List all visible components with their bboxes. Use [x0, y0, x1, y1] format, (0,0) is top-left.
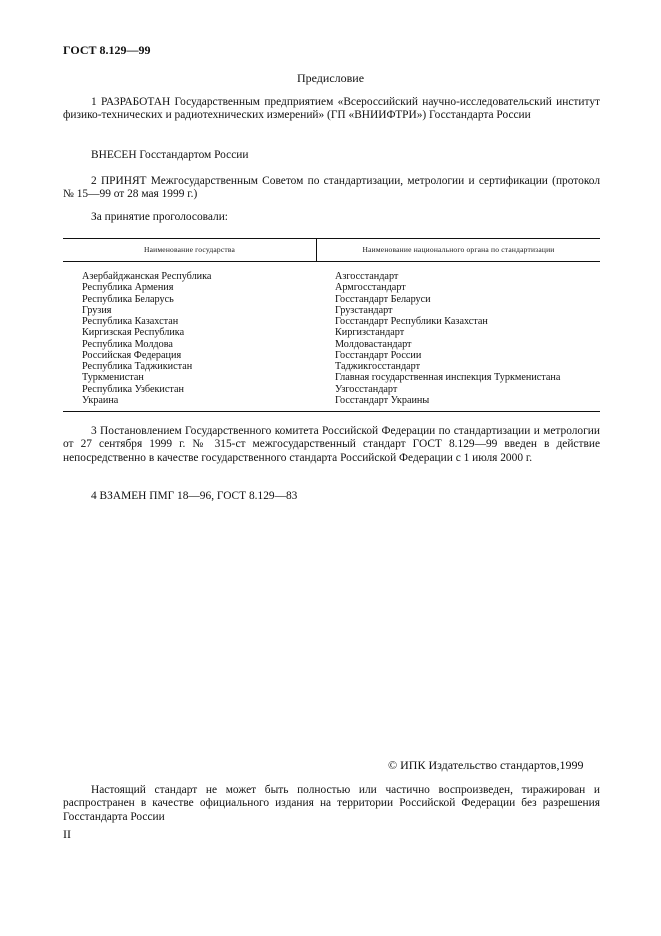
table-cell-state: Туркменистан [82, 372, 144, 384]
paragraph-voted-for: За принятие проголосовали: [91, 211, 228, 223]
table-cell-state: Республика Казахстан [82, 316, 179, 327]
table-cell-state: Республика Армения [82, 282, 174, 294]
table-cell-state: Российская Федерация [82, 349, 182, 361]
table-cell-standards-body: Главная государственная инспекция Туркменистана [335, 372, 561, 384]
section-title: Предисловие [296, 71, 365, 85]
table-cell-standards-body: Грузстандарт [335, 304, 393, 316]
paragraph-introduced-by: ВНЕСЕН Госстандартом России [91, 149, 249, 161]
table-cell-standards-body: Армгосстандарт [335, 282, 406, 294]
paragraph-replaces: 4 ВЗАМЕН ПМГ 18—96, ГОСТ 8.129—83 [91, 490, 298, 502]
table-cell-state: Киргизская Республика [82, 327, 185, 339]
table-cell-standards-body: Госстандарт Украины [335, 394, 430, 406]
table-column-states [82, 271, 211, 406]
reproduction-notice: Настоящий стандарт не может быть полностью или частично воспроизведен, тиражирован и распространен в качестве официального издания на территории Российской Федерации без разрешения Госстандарта России [63, 784, 600, 823]
table-cell-state: Грузия [82, 304, 112, 316]
table-cell-state: Украина [82, 394, 119, 406]
table-header-standards-body: Наименование национального органа по стандартизации [362, 245, 555, 254]
table-cell-standards-body: Госстандарт Республики Казахстан [335, 316, 488, 327]
table-cell-standards-body: Киргизстандарт [335, 327, 405, 339]
copyright-line: © ИПК Издательство стандартов,1999 [388, 758, 584, 772]
table-cell-standards-body: Госстандарт Беларуси [335, 293, 431, 305]
paragraph-enacted: 3 Постановлением Государственного комитета Российской Федерации по стандартизации и метрологии от 27 сентября 1999 г. № 315-ст межгосударственный стандарт ГОСТ 8.129—99 введен в действие непосредственно в качестве государственного стандарта Российской Федерации с 1 июля 2000 г. [63, 425, 600, 464]
table-cell-state: Азербайджанская Республика [82, 271, 212, 282]
table-cell-standards-body: Госстандарт России [335, 349, 422, 361]
paragraph-adopted-by: 2 ПРИНЯТ Межгосударственным Советом по стандартизации, метрологии и сертификации (протокол № 15—99 от 28 мая 1999 г.) [63, 175, 600, 201]
table-column-standards-bodies [335, 271, 560, 406]
table-cell-standards-body: Таджикгосстандарт [335, 361, 421, 372]
table-cell-state: Республика Беларусь [82, 293, 174, 305]
voting-states-table [63, 238, 600, 412]
table-cell-standards-body: Узгосстандарт [335, 383, 398, 395]
table-cell-state: Республика Узбекистан [82, 383, 184, 395]
table-header-state: Наименование государства [143, 245, 235, 254]
document-id-header: ГОСТ 8.129—99 [63, 43, 151, 57]
paragraph-developed-by: 1 РАЗРАБОТАН Государственным предприятием «Всероссийский научно-исследовательский институт физико-технических и радиотехнических измерений» (ГП «ВНИИФТРИ») Госстандарта России [63, 96, 600, 122]
table-cell-standards-body: Молдовастандарт [335, 338, 412, 350]
table-cell-state: Республика Молдова [82, 338, 173, 350]
table-header-row [63, 239, 600, 262]
table-cell-standards-body: Азгосстандарт [335, 271, 399, 282]
table-cell-state: Республика Таджикистан [82, 361, 193, 372]
page-number: II [63, 827, 71, 841]
